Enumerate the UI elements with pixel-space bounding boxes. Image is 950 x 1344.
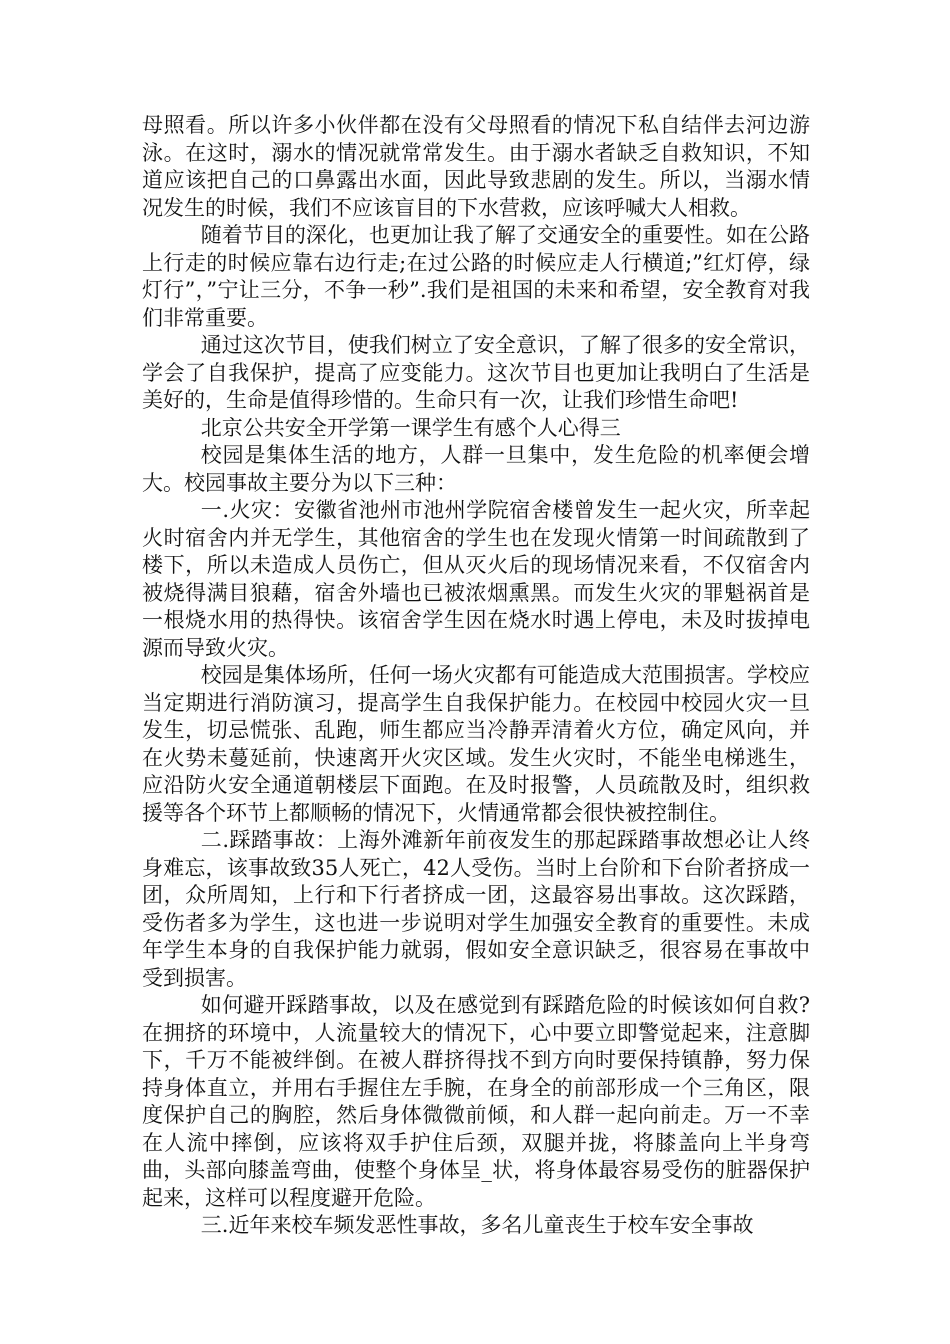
paragraph-traffic-safety: 随着节目的深化，也更加让我了解了交通安全的重要性。如在公路上行走的时候应靠右边行走;在过公路的时候应走人行横道;”红灯停，绿灯行”，”宁让三分，不争一秒”.我们是祖国的未来和希望，安全教育对我们非常重要。 (142, 223, 810, 330)
paragraph-fire-advice: 校园是集体场所，任何一场火灾都有可能造成大范围损害。学校应当定期进行消防演习，提高学生自我保护能力。在校园中校园火灾一旦发生，切忌慌张、乱跑，师生都应当冷静弄清着火方位，确定风向，并在火势未蔓延前，快速离开火灾区域。发生火灾时，不能坐电梯逃生，应沿防火安全通道朝楼层下面跑。在及时报警，人员疏散及时，组织救援等各个环节上都顺畅的情况下，火情通常都会很快被控制住。 (142, 663, 810, 825)
paragraph-stampede-incident: 二.踩踏事故：上海外滩新年前夜发生的那起踩踏事故想必让人终身难忘，该事故致35人死亡，42人受伤。当时上台阶和下台阶者挤成一团，众所周知，上行和下行者挤成一团，这最容易出事故。这次踩踏，受伤者多为学生，这也进一步说明对学生加强安全教育的重要性。未成年学生本身的自我保护能力就弱，假如安全意识缺乏，很容易在事故中受到损害。 (142, 828, 810, 990)
paragraph-school-bus: 三.近年来校车频发恶性事故，多名儿童丧生于校车安全事故 (200, 1213, 754, 1237)
document-page (142, 112, 810, 1240)
paragraph-safety-awareness: 通过这次节目，使我们树立了安全意识，了解了很多的安全常识，学会了自我保护，提高了应变能力。这次节目也更加让我明白了生活是美好的，生命是值得珍惜的。生命只有一次，让我们珍惜生命吧! (142, 333, 810, 412)
section-heading: 北京公共安全开学第一课学生有感个人心得三 (200, 415, 621, 440)
paragraph-fire-incident: 一.火灾：安徽省池州市池州学院宿舍楼曾发生一起火灾，所幸起火时宿舍内并无学生，其他宿舍的学生也在发现火情第一时间疏散到了楼下，所以未造成人员伤亡，但从灭火后的现场情况来看，不仅宿舍内被烧得满目狼藉，宿舍外墙也已被浓烟熏黑。而发生火灾的罪魁祸首是一根烧水用的热得快。该宿舍学生因在烧水时遇上停电，未及时拔掉电源而导致火灾。 (142, 498, 810, 660)
paragraph-campus-intro: 校园是集体生活的地方，人群一旦集中，发生危险的机率便会增大。校园事故主要分为以下三种： (142, 443, 810, 495)
paragraph-drowning-continuation: 母照看。所以许多小伙伴都在没有父母照看的情况下私自结伴去河边游泳。在这时，溺水的情况就常常发生。由于溺水者缺乏自救知识，不知道应该把自己的口鼻露出水面，因此导致悲剧的发生。所以，当溺水情况发生的时候，我们不应该盲目的下水营救，应该呼喊大人相救。 (142, 113, 810, 220)
paragraph-stampede-advice: 如何避开踩踏事故，以及在感觉到有踩踏危险的时候该如何自救?在拥挤的环境中，人流量较大的情况下，心中要立即警觉起来，注意脚下，千万不能被绊倒。在被人群挤得找不到方向时要保持镇静，努力保持身体直立，并用右手握住左手腕，在身全的前部形成一个三角区，限度保护自己的胸腔，然后身体微微前倾，和人群一起向前走。万一不幸在人流中摔倒，应该将双手护住后颈，双腿并拢，将膝盖向上半身弯曲，头部向膝盖弯曲，使整个身体呈_状，将身体最容易受伤的脏器保护起来，这样可以程度避开危险。 (142, 993, 810, 1210)
